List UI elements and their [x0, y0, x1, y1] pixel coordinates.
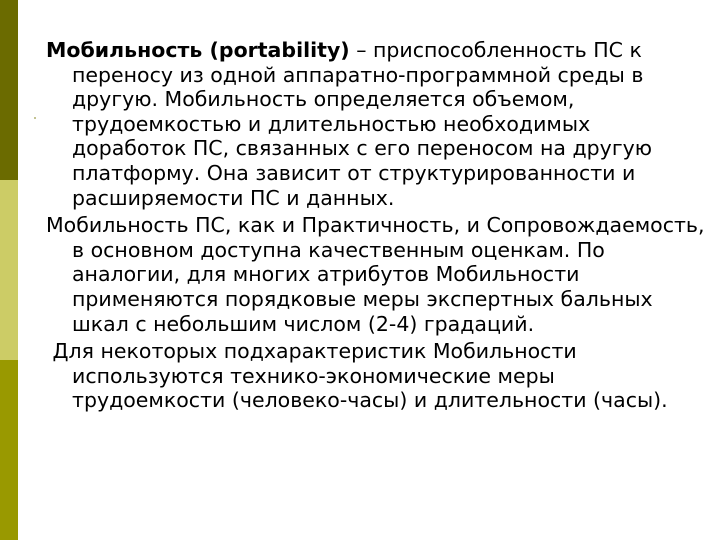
sidebar-band-olive	[0, 360, 18, 540]
portability-measures-text: Для некоторых подхарактеристик Мобильности используются технико-экономические меры трудоемкости (человеко-часы) и длительности (часы).	[52, 339, 668, 413]
decorative-dot	[34, 117, 36, 119]
portability-definition-text: – приспособленность ПС к переносу из одной аппаратно-программной среды в другую. Мобильность определяется объемом, трудоемкостью и длительностью необходимых доработок ПС, связанных с его переносом на другую платформу. Она зависит от структурированности и расширяемости ПС и данных.	[72, 38, 652, 210]
paragraph-portability-assessment	[46, 213, 710, 336]
portability-assessment-text: Мобильность ПС, как и Практичность, и Сопровождаемость, в основном доступна качественным оценкам. По аналогии, для многих атрибутов Мобильности применяются порядковые меры экспертных бальных шкал с небольшим числом (2-4) градаций.	[46, 213, 705, 336]
paragraph-portability-definition	[46, 38, 710, 210]
sidebar-band-dark	[0, 0, 18, 180]
slide-body	[46, 38, 710, 413]
sidebar-band-light	[0, 180, 18, 360]
term-portability: Мобильность (portability)	[46, 38, 350, 62]
paragraph-portability-measures	[46, 339, 710, 413]
decorative-sidebar	[0, 0, 18, 540]
